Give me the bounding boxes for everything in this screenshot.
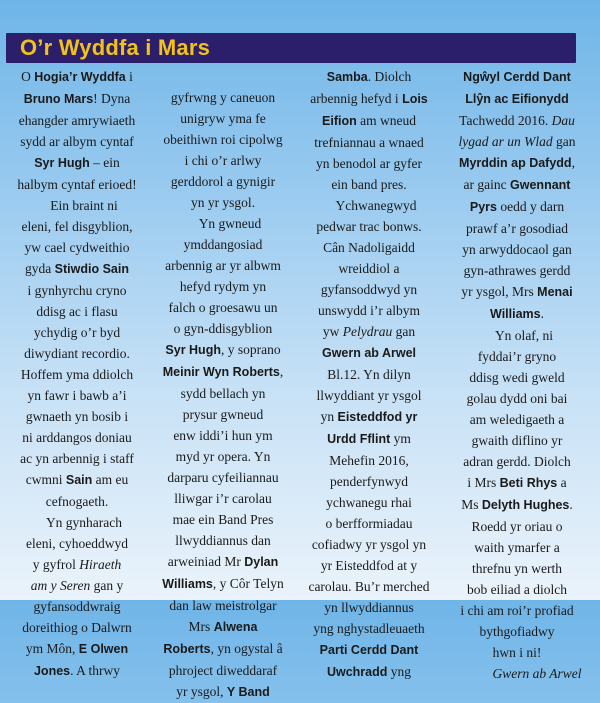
text-line: darparu cyfeiliannau [167, 470, 279, 485]
text-line: adran gerdd. Diolch [463, 454, 571, 469]
text-line: bob eiliad a diolch [466, 582, 568, 597]
text-line: Parti Cerdd Dant [319, 643, 419, 657]
text-line: ehangder amrywiaeth [18, 113, 136, 128]
text-line: yw Pelydrau gan [322, 324, 416, 339]
text-line: pedwar trac bonws. [316, 219, 422, 234]
text-line: yw cael cydweithio [24, 240, 130, 255]
text-line: ymddangosiad [183, 237, 263, 252]
text-line: Pyrs oedd y darn [469, 199, 565, 214]
text-line: i chi o’r arlwy [184, 153, 262, 168]
text-line: yn arwyddocaol gan [462, 242, 572, 257]
title-bar [6, 33, 576, 63]
text-line: gyfrwng y caneuon [170, 90, 276, 105]
text-line: golau dydd oni bai [466, 391, 568, 406]
text-line: diwydiant recordio. [24, 346, 130, 361]
text-line: eleni, cyhoeddwyd [26, 536, 128, 551]
text-line: i gynhyrchu cryno [27, 283, 127, 298]
text-line: yn yr ysgol. [190, 195, 256, 210]
text-line: Uwchradd yng [326, 664, 412, 679]
text-line: i chi am roi’r profiad [460, 603, 574, 618]
text-line: Llŷn ac Eifionydd [465, 92, 569, 106]
text-line: ychydig o’r byd [33, 325, 121, 340]
text-line: Yn gwneud [198, 216, 262, 231]
text-line: lygad ar un Wlad gan [458, 134, 576, 149]
text-line: mae ein Band Pres [172, 512, 274, 527]
text-line: yn llwyddiannus [324, 600, 414, 615]
text-line: prawf a’r gosodiad [466, 221, 568, 236]
text-line: Eifion am wneud [322, 113, 416, 128]
text-line: Roberts, yn ogystal â [163, 641, 283, 656]
text-line: Yn gynharach [45, 515, 123, 530]
text-line: yr ysgol, Mrs Menai [461, 284, 573, 299]
column-3 [300, 66, 438, 683]
text-line: Ms Delyth Hughes. [461, 497, 573, 512]
text-line: ein band pres. [331, 177, 407, 192]
text-line: ym Môn, E Olwen [25, 641, 129, 656]
text-line: yn benodol ar gyfer [315, 156, 423, 171]
text-line: gyda Stiwdio Sain [25, 261, 129, 276]
text-line: dan law meistrolgar [169, 598, 277, 613]
text-line: yr ysgol, Y Band [176, 684, 270, 699]
text-line: Jones. A thrwy [33, 663, 121, 678]
text-line: phroject diweddaraf [168, 663, 278, 678]
text-line: gwaith diflino yr [471, 433, 563, 448]
text-line: yn fawr i bawb a’i [27, 388, 127, 403]
text-line: ar gainc Gwennant [463, 177, 571, 192]
text-line: O Hogia’r Wyddfa i [21, 69, 133, 84]
text-line: obeithiwn roi cipolwg [163, 132, 283, 147]
text-line: gerddorol a gynigir [170, 174, 276, 189]
text-line: enw iddi’i hun ym [173, 428, 273, 443]
text-line: o gyn-ddisgyblion [173, 321, 273, 336]
text-line: Yn olaf, ni [494, 328, 554, 343]
text-line: llwyddiannus dan [175, 533, 271, 548]
text-line: falch o groesawu un [168, 300, 278, 315]
text-line: Roedd yr oriau o [471, 519, 563, 534]
text-line: waith ymarfer a [474, 540, 560, 555]
text-line: i Mrs Beti Rhys a [467, 475, 567, 490]
text-line: Urdd Fflint ym [327, 431, 411, 446]
text-line: fyddai’r gryno [477, 349, 557, 364]
text-line: Hoffem yma ddiolch [20, 367, 134, 382]
text-line: hwn i ni! [492, 645, 542, 660]
text-line: threfnu yn werth [472, 561, 562, 576]
text-line: Ychwanegwyd [335, 198, 417, 213]
text-line: arweiniad Mr Dylan [167, 554, 279, 569]
text-line: bythgofiadwy [479, 624, 555, 639]
article-columns [8, 66, 584, 699]
text-line: carolau. Bu’r merched [308, 579, 430, 594]
text-line: arbennig ar yr albwm [165, 258, 281, 273]
text-line: llwyddiant yr ysgol [316, 388, 422, 403]
text-line: o berfformiadau [325, 516, 413, 531]
text-line: ac yn arbennig i staff [20, 451, 134, 466]
text-line: Williams. [490, 306, 544, 321]
text-line: lliwgar i’r carolau [174, 491, 272, 506]
text-line: eleni, fel disgyblion, [21, 219, 133, 234]
text-line: Syr Hugh, y soprano [165, 342, 281, 357]
text-line: am y Seren gan y [30, 578, 124, 593]
column-1 [8, 66, 146, 682]
column-2 [154, 66, 292, 703]
text-line: Syr Hugh – ein [34, 155, 120, 170]
text-line: halbym cyntaf erioed! [17, 177, 137, 192]
text-line: ddisg wedi gweld [469, 370, 565, 385]
text-line: Gwern ab Arwel [321, 346, 416, 360]
text-line: Gwern ab Arwel [492, 666, 582, 681]
text-line: doreithiog o Dalwrn [22, 620, 132, 635]
text-line: sydd bellach yn [180, 386, 266, 401]
text-line: yr Eisteddfod at y [320, 558, 418, 573]
text-line: unigryw yma fe [180, 111, 266, 126]
text-line: Samba. Diolch [326, 69, 412, 84]
text-line: Mehefin 2016, [329, 453, 409, 468]
text-line [154, 66, 292, 87]
text-line: Mrs Alwena [188, 619, 258, 634]
text-line: gyfansoddwraig [33, 599, 121, 614]
text-line: Ngŵyl Cerdd Dant [463, 70, 571, 84]
text-line: Tachwedd 2016. Dau [459, 113, 575, 128]
text-line: myd yr opera. Yn [175, 449, 271, 464]
text-line: cwmni Sain am eu [25, 472, 129, 487]
text-line: Myrddin ap Dafydd, [459, 155, 575, 170]
text-line: cefnogaeth. [45, 494, 109, 509]
text-line: gwnaeth yn bosib i [25, 409, 129, 424]
text-line: arbennig hefyd i Lois [310, 91, 428, 106]
text-line: prysur gwneud [182, 407, 264, 422]
text-line: Bl.12. Yn dilyn [327, 367, 411, 382]
text-line: unswydd i’r albym [318, 303, 420, 318]
text-line: Meinir Wyn Roberts, [162, 364, 284, 379]
text-line: Cân Nadoligaidd [323, 240, 415, 255]
text-line: Ein braint ni [50, 198, 118, 213]
text-line: y gyfrol Hiraeth [32, 557, 122, 572]
text-line: Bruno Mars! Dyna [23, 91, 131, 106]
text-line: trefniannau a wnaed [314, 135, 424, 150]
text-line: yng nghystadleuaeth [313, 621, 425, 636]
text-line: yn Eisteddfod yr [320, 409, 418, 424]
text-line: ychwanegu rhai [326, 495, 412, 510]
text-line: Williams, y Côr Telyn [162, 576, 284, 591]
text-line: wreiddiol a [338, 261, 400, 276]
text-line: penderfynwyd [330, 474, 408, 489]
column-4 [448, 66, 586, 684]
text-line: sydd ar albym cyntaf [20, 134, 134, 149]
text-line: hefyd rydym yn [179, 279, 267, 294]
text-line: am weledigaeth a [469, 412, 565, 427]
text-line: gyn-athrawes gerdd [463, 263, 571, 278]
page-title: O’r Wyddfa i Mars [20, 35, 211, 60]
text-line: cofiadwy yr ysgol yn [311, 537, 427, 552]
text-line: ddisg ac i flasu [36, 304, 118, 319]
text-line: ni arddangos doniau [22, 430, 132, 445]
text-line: gyfansoddwyd yn [320, 282, 418, 297]
